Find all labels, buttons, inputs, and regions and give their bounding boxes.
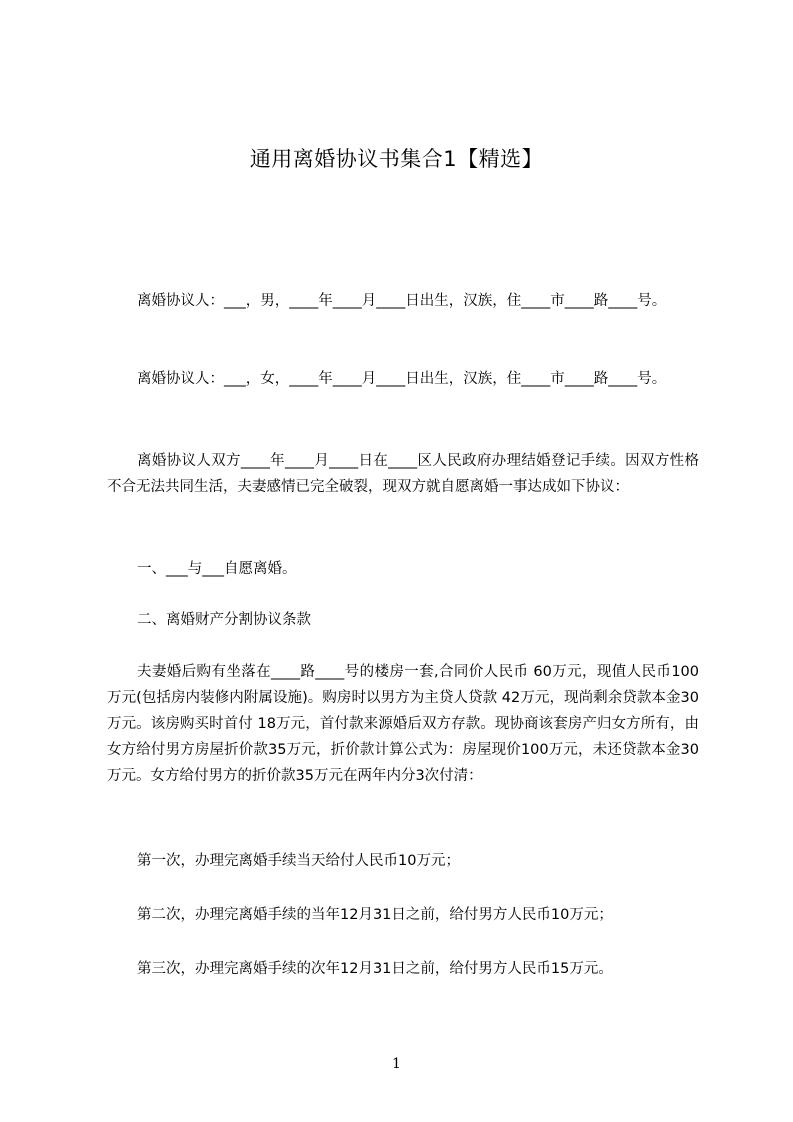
page-number: 1 [392, 1056, 401, 1072]
document-title: 通用离婚协议书集合1【精选】 [249, 147, 544, 171]
paragraph-party-male: 离婚协议人：___，男，____年____月____日出生，汉族，住____市____路____号。 [137, 293, 667, 309]
paragraph-payment-third: 第三次，办理完离婚手续的次年12月31日之前，给付男方人民币15万元。 [137, 961, 613, 977]
paragraph-marriage-registration: 离婚协议人双方____年____月____日在____区人民政府办理结婚登记手续。因双方性格不合无法共同生活，夫妻感情已完全破裂，现双方就自愿离婚一事达成如下协议： [107, 453, 699, 495]
paragraph-property-details: 夫妻婚后购有坐落在____路____号的楼房一套,合同价人民币 60万元，现值人民币100万元(包括房内装修内附属设施)。购房时以男方为主贷人贷款 42万元，现尚剩余贷款本金30万元。该房购买时首付 18万元，首付款来源婚后双方存款。现协商该套房产归女方所有，由女方给付男方房屋折价款35万元，折价款计算公式为：房屋现价100万元，未还贷款本金30万元。女方给付男方的折价款35万元在两年内分3次付清： [107, 664, 699, 784]
paragraph-payment-second: 第二次，办理完离婚手续的当年12月31日之前，给付男方人民币10万元； [137, 907, 613, 923]
section-heading-divorce: 一、___与___自愿离婚。 [137, 561, 297, 577]
paragraph-payment-first: 第一次，办理完离婚手续当天给付人民币10万元； [137, 853, 460, 869]
section-heading-property: 二、离婚财产分割协议条款 [137, 612, 311, 628]
paragraph-party-female: 离婚协议人：___，女，____年____月____日出生，汉族，住____市____路____号。 [137, 371, 667, 387]
